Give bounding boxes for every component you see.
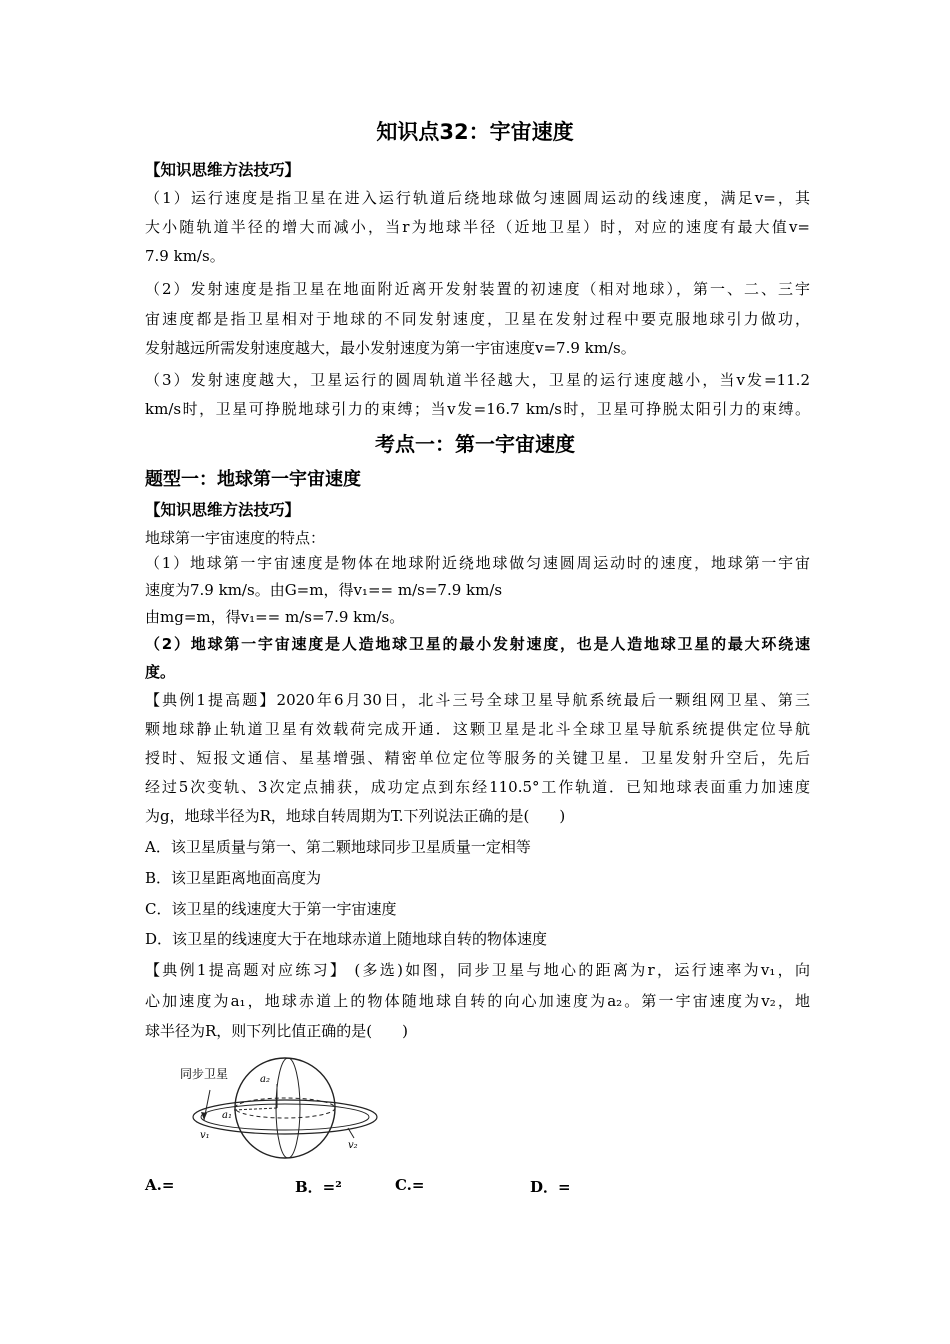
section1-line: 7.9 km/s。 <box>145 247 225 265</box>
earth-circle <box>235 1058 335 1158</box>
label-a2: a₂ <box>260 1074 270 1085</box>
kaodian-heading: 考点一：第一宇宙速度 <box>375 432 575 456</box>
example2-line: 球半径为R，则下列比值正确的是( ) <box>145 1022 408 1040</box>
section2-line: 由mg=m，得v₁== m/s=7.9 km/s。 <box>145 608 405 626</box>
example2-line: 【典例1提高题对应练习】 (多选)如图，同步卫星与地心的距离为r，运行速率为v₁，向 <box>145 961 810 979</box>
example1-option-d: D．该卫星的线速度大于在地球赤道上随地球自转的物体速度 <box>145 930 548 948</box>
earth-meridian <box>276 1058 300 1158</box>
section1-line: （2）发射速度是指卫星在地面附近离开发射装置的初速度（相对地球），第一、二、三宇 <box>145 280 810 298</box>
section2-heading: 【知识思维方法技巧】 <box>145 501 301 519</box>
example1-option-a: A．该卫星质量与第一、第二颗地球同步卫星质量一定相等 <box>145 838 531 856</box>
section2-line: （2）地球第一宇宙速度是人造地球卫星的最小发射速度，也是人造地球卫星的最大环绕速 <box>145 635 810 653</box>
section2-line: 速度为7.9 km/s。由G=m，得v₁== m/s=7.9 km/s <box>145 581 503 599</box>
answer-c: C.= <box>395 1176 425 1194</box>
tixing-heading: 题型一：地球第一宇宙速度 <box>145 469 361 490</box>
answer-b: B．=² <box>295 1178 342 1196</box>
example1-option-c: C．该卫星的线速度大于第一宇宙速度 <box>145 900 397 918</box>
answer-d: D．= <box>530 1178 571 1196</box>
example1-line: 【典例1提高题】2020年6月30日，北斗三号全球卫星导航系统最后一颗组网卫星、第三 <box>145 691 810 709</box>
section1-line: 宙速度都是指卫星相对于地球的不同发射速度，卫星在发射过程中要克服地球引力做功， <box>145 310 810 328</box>
example2-line: 心加速度为a₁，地球赤道上的物体随地球自转的向心加速度为a₂。第一宇宙速度为v₂，地 <box>145 992 810 1010</box>
section1-heading: 【知识思维方法技巧】 <box>145 161 301 179</box>
v2-pointer <box>348 1128 354 1138</box>
section1-line: （1）运行速度是指卫星在进入运行轨道后绕地球做匀速圆周运动的线速度，满足v=，其 <box>145 189 810 207</box>
section2-line: 度。 <box>145 663 176 681</box>
label-v1: v₁ <box>200 1130 210 1141</box>
orbit-ellipse <box>193 1100 377 1134</box>
section2-line: （1）地球第一宇宙速度是物体在地球附近绕地球做匀速圆周运动时的速度，地球第一宇宙 <box>145 554 810 572</box>
answer-a: A.= <box>145 1176 175 1194</box>
section1-line: km/s时，卫星可挣脱地球引力的束缚；当v发=16.7 km/s时，卫星可挣脱太阳引力的束缚。 <box>145 400 810 418</box>
label-a1: a₁ <box>222 1110 232 1121</box>
example1-line: 为g，地球半径为R，地球自转周期为T.下列说法正确的是( ) <box>145 807 566 825</box>
earth-equator <box>235 1098 335 1118</box>
section1-line: 大小随轨道半径的增大而减小，当r为地球半径（近地卫星）时，对应的速度有最大值v= <box>145 218 810 236</box>
label-satellite: 同步卫星 <box>180 1067 229 1081</box>
section1-line: （3）发射速度越大，卫星运行的圆周轨道半径越大，卫星的运行速度越小，当v发=11.2 <box>145 371 810 389</box>
example1-line: 颗地球静止轨道卫星有效载荷完成开通．这颗卫星是北斗全球卫星导航系统提供定位导航 <box>145 720 810 738</box>
example1-line: 经过5次变轨、3次定点捕获，成功定点到东经110.5°工作轨道．已知地球表面重力加速度 <box>145 778 810 796</box>
page-title: 知识点32：宇宙速度 <box>376 120 574 144</box>
section1-line: 发射越远所需发射速度越大，最小发射速度为第一宇宙速度v=7.9 km/s。 <box>145 339 636 357</box>
example1-option-b: B．该卫星距离地面高度为 <box>145 869 322 887</box>
section2-line: 地球第一宇宙速度的特点： <box>145 529 326 547</box>
example1-line: 授时、短报文通信、星基增强、精密单位定位等服务的关键卫星．卫星发射升空后，先后 <box>145 749 810 767</box>
a1-line <box>234 1108 277 1110</box>
label-v2: v₂ <box>348 1140 358 1151</box>
orbit-figure <box>170 1050 380 1170</box>
